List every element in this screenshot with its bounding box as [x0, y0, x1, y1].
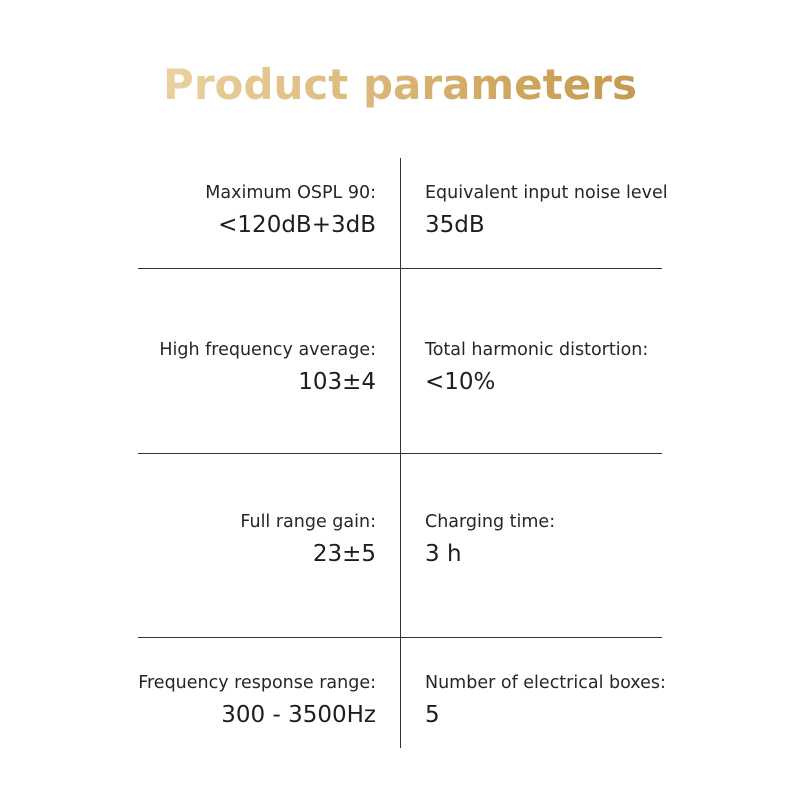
param-high-frequency-average [116, 339, 376, 397]
row-divider [138, 453, 662, 454]
param-value: 3 h [425, 541, 462, 567]
param-value: 35dB [425, 212, 485, 238]
row-divider [138, 268, 662, 269]
param-label: Maximum OSPL 90: [205, 183, 376, 203]
param-label: High frequency average: [159, 340, 376, 360]
param-number-of-electrical-boxes [425, 672, 725, 730]
param-value: 300 - 3500Hz [221, 702, 376, 728]
param-value: <10% [425, 369, 496, 395]
param-label: Frequency response range: [138, 673, 376, 693]
param-label: Number of electrical boxes: [425, 673, 666, 693]
param-value: 103±4 [298, 369, 376, 395]
row-divider [138, 637, 662, 638]
page-title: Product parameters [0, 60, 800, 109]
param-label: Equivalent input noise level [425, 183, 668, 203]
param-full-range-gain [116, 511, 376, 569]
param-label: Total harmonic distortion: [425, 340, 649, 360]
param-charging-time [425, 511, 725, 569]
param-frequency-response-range [116, 672, 376, 730]
param-label: Charging time: [425, 512, 556, 532]
param-value: 23±5 [312, 541, 376, 567]
param-value: 5 [425, 702, 440, 728]
param-value: <120dB+3dB [218, 212, 376, 238]
param-equivalent-input-noise [425, 182, 725, 240]
param-max-ospl90 [116, 182, 376, 240]
param-label: Full range gain: [240, 512, 376, 532]
param-total-harmonic-distortion [425, 339, 725, 397]
